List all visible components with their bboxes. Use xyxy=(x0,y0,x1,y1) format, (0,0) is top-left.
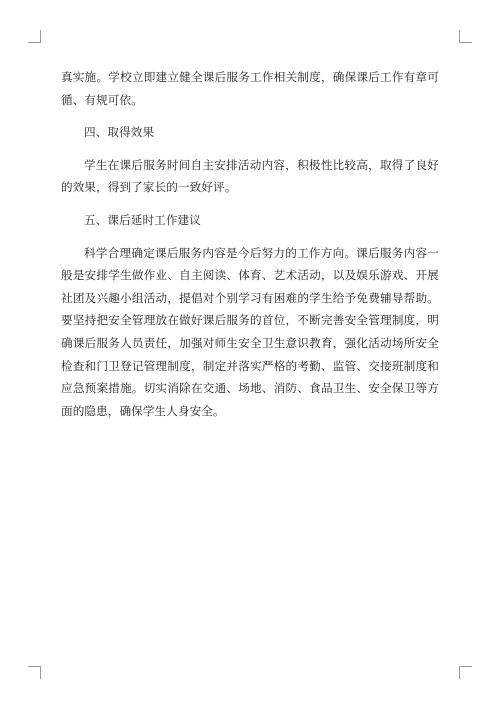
crop-mark-top-left xyxy=(28,30,41,43)
paragraph-suggestions: 科学合理确定课后服务内容是今后努力的工作方向。课后服务内容一般是安排学生做作业、自主阅读、体育、艺术活动，以及娱乐游戏、开展社团及兴趣小组活动，提倡对个别学习有困难的学生给予免费辅导帮助。要坚持把安全管理放在做好课后服务的首位，不断完善安全管理制度，明确课后服务人员责任，加强对师生安全卫生意识教育，强化活动场所安全检查和门卫登记管理制度，制定并落实严格的考勤、监管、交接班制度和应急预案措施。切实消除在交通、场地、消防、食品卫生、安全保卫等方面的隐患，确保学生人身安全。 xyxy=(61,245,439,418)
paragraph-continuation: 真实施。学校立即建立健全课后服务工作相关制度，确保课后工作有章可循、有规可依。 xyxy=(61,70,439,107)
crop-mark-top-right xyxy=(459,30,472,43)
document-body xyxy=(61,66,439,432)
paragraph-results: 学生在课后服务时间自主安排活动内容，积极性比较高，取得了良好的效果，得到了家长的一致好评。 xyxy=(61,157,439,195)
section-heading-suggestions: 五、课后延时工作建议 xyxy=(84,212,201,227)
crop-mark-bottom-right xyxy=(459,666,472,679)
section-heading-results: 四、取得效果 xyxy=(84,125,155,140)
crop-mark-bottom-left xyxy=(28,666,41,679)
